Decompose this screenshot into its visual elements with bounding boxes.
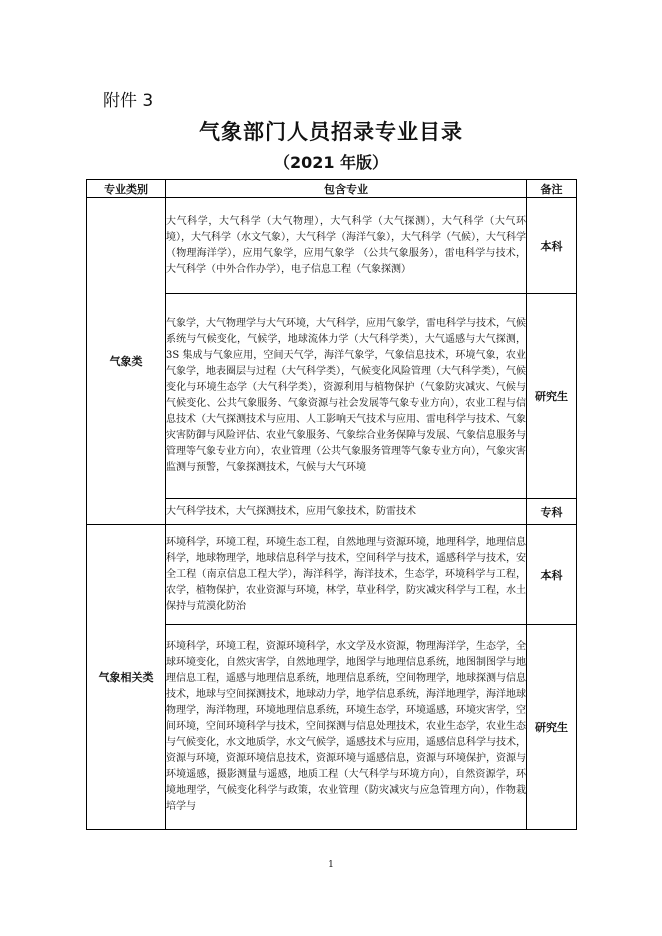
note-cell: 研究生 bbox=[527, 625, 577, 830]
header-category: 专业类别 bbox=[87, 180, 166, 198]
page-number: 1 bbox=[328, 860, 334, 870]
page-subtitle: （2021 年版） bbox=[273, 153, 389, 172]
majors-cell: 气象学，大气物理学与大气环境，大气科学，应用气象学，雷电科学与技术，气候系统与气候变化，气候学，地球流体力学（大气科学类），大气遥感与大气探测，3S 集成与气象应用，空间天气学，海洋气象学，气象信息技术，环境气象，农业气象学，地表圈层与过程（大气科学类），气候变化风险管理（大气科学类），气候变化与环境生态学（大气科学类），资源利用与植物保护（气象防灾减灾、气候与气候变化、公共气象服务、气象资源与社会发展等气象专业方向），农业工程与信息技术（大气探测技术与应用、人工影响天气技术与应用、雷电科学与技术、气象灾害防御与风险评估、农业气象服务、气象综合业务保障与发展、气象信息服务与管理等气象专业方向），农业管理（公共气象服务管理等气象专业方向），气象灾害监测与预警，气象探测技术，气候与大气环境 bbox=[166, 294, 527, 499]
header-note: 备注 bbox=[527, 180, 577, 198]
note-cell: 研究生 bbox=[527, 294, 577, 499]
table-row bbox=[87, 198, 577, 294]
majors-cell: 环境科学，环境工程，资源环境科学，水文学及水资源，物理海洋学，生态学，全球环境变化，自然灾害学，自然地理学，地图学与地理信息系统，地图制图学与地理信息工程，遥感与地理信息系统，地理信息系统，空间物理学，地球探测与信息技术，地球与空间探测技术，地球动力学，地学信息系统，海洋地理学，海洋地球物理学，海洋物理，环境地理信息系统，环境生态学，环境遥感，环境灾害学，空间环境，空间环境科学与技术，空间探测与信息处理技术，农业生态学，农业生态与气候变化，水文地质学，水文气候学，遥感技术与应用，遥感信息科学与技术，资源与环境，资源环境信息技术，资源环境与遥感信息，资源与环境保护，资源与环境遥感，摄影测量与遥感，地质工程（大气科学与环境方向），自然资源学，环境地理学，气候变化科学与政策，农业管理（防灾减灾与应急管理方向），作物栽培学与 bbox=[166, 625, 527, 830]
annex-label: 附件 3 bbox=[103, 91, 154, 111]
table-row bbox=[87, 525, 577, 625]
category-cell: 气象类 bbox=[87, 198, 166, 525]
note-cell: 本科 bbox=[527, 525, 577, 625]
header-majors: 包含专业 bbox=[166, 180, 527, 198]
majors-cell: 大气科学技术，大气探测技术，应用气象技术，防雷技术 bbox=[166, 499, 527, 525]
table-header-row bbox=[87, 180, 577, 198]
page-title: 气象部门人员招录专业目录 bbox=[199, 120, 463, 144]
note-cell: 专科 bbox=[527, 499, 577, 525]
category-cell: 气象相关类 bbox=[87, 525, 166, 830]
majors-cell: 环境科学，环境工程，环境生态工程，自然地理与资源环境，地理科学，地理信息科学，地球物理学，地球信息科学与技术，空间科学与技术，遥感科学与技术，安全工程（南京信息工程大学），海洋科学，海洋技术，生态学，环境科学与工程，农学，植物保护，农业资源与环境，林学，草业科学，防灾减灾科学与工程，水土保持与荒漠化防治 bbox=[166, 525, 527, 625]
note-cell: 本科 bbox=[527, 198, 577, 294]
majors-cell: 大气科学，大气科学（大气物理），大气科学（大气探测），大气科学（大气环境），大气科学（水文气象），大气科学（海洋气象），大气科学（气候），大气科学（物理海洋学），应用气象学，应用气象学 （公共气象服务），雷电科学与技术，大气科学（中外合作办学），电子信息工程（气象探测） bbox=[166, 198, 527, 294]
majors-table bbox=[86, 179, 577, 830]
